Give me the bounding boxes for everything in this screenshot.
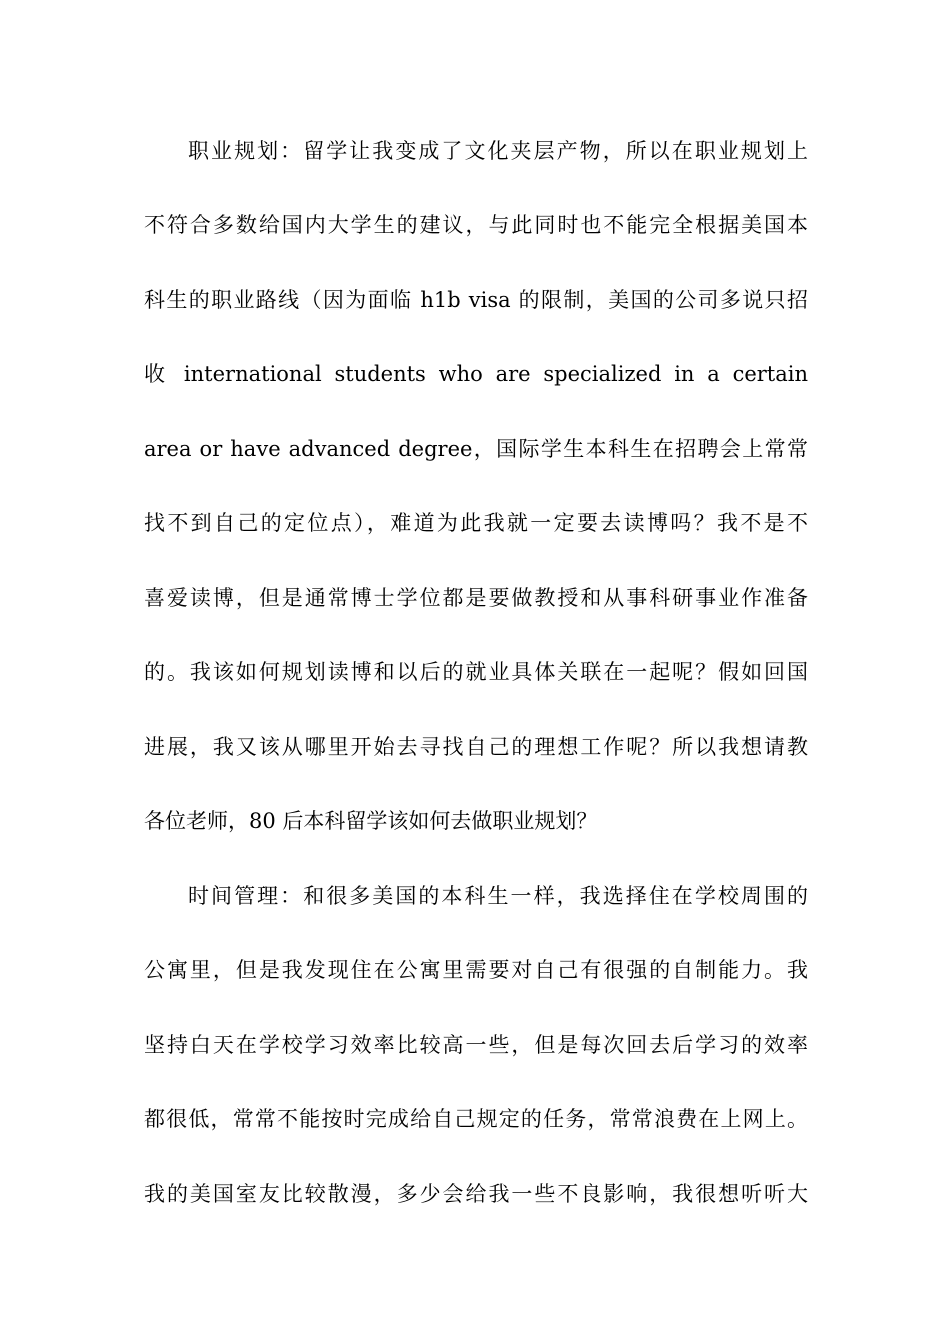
- paragraph-2-line-2: 公寓里，但是我发现住在公寓里需要对自己有很强的自制能力。我: [144, 958, 808, 982]
- paragraph-2-line-5: 我的美国室友比较散漫，多少会给我一些不良影响，我很想听听大: [144, 1182, 808, 1206]
- paragraph-2-line-1: 时间管理：和很多美国的本科生一样，我选择住在学校周围的: [188, 884, 808, 908]
- paragraph-1-line-1: 职业规划：留学让我变成了文化夹层产物，所以在职业规划上: [188, 139, 808, 163]
- paragraph-1-line-5: area or have advanced degree，国际学生本科生在招聘会上常常: [144, 437, 808, 461]
- paragraph-1-line-8: 的。我该如何规划读博和以后的就业具体关联在一起呢？假如回国: [144, 660, 808, 684]
- paragraph-1-line-9: 进展，我又该从哪里开始去寻找自己的理想工作呢？所以我想请教: [144, 735, 808, 759]
- paragraph-1-line-3: 科生的职业路线（因为面临 h1b visa 的限制，美国的公司多说只招: [144, 288, 808, 312]
- paragraph-2-line-4: 都很低，常常不能按时完成给自己规定的任务，常常浪费在上网上。: [144, 1107, 808, 1131]
- paragraph-1-line-7: 喜爱读博，但是通常博士学位都是要做教授和从事科研事业作准备: [144, 586, 808, 610]
- paragraph-1-line-10: 各位老师，80 后本科留学该如何去做职业规划？: [144, 809, 598, 833]
- paragraph-2-line-3: 坚持白天在学校学习效率比较高一些，但是每次回去后学习的效率: [144, 1033, 808, 1057]
- paragraph-1-line-2: 不符合多数给国内大学生的建议，与此同时也不能完全根据美国本: [144, 213, 808, 237]
- paragraph-1-line-4: 收 international students who are specialized in a certain: [144, 362, 808, 386]
- paragraph-1-line-6: 找不到自己的定位点），难道为此我就一定要去读博吗？我不是不: [144, 511, 808, 535]
